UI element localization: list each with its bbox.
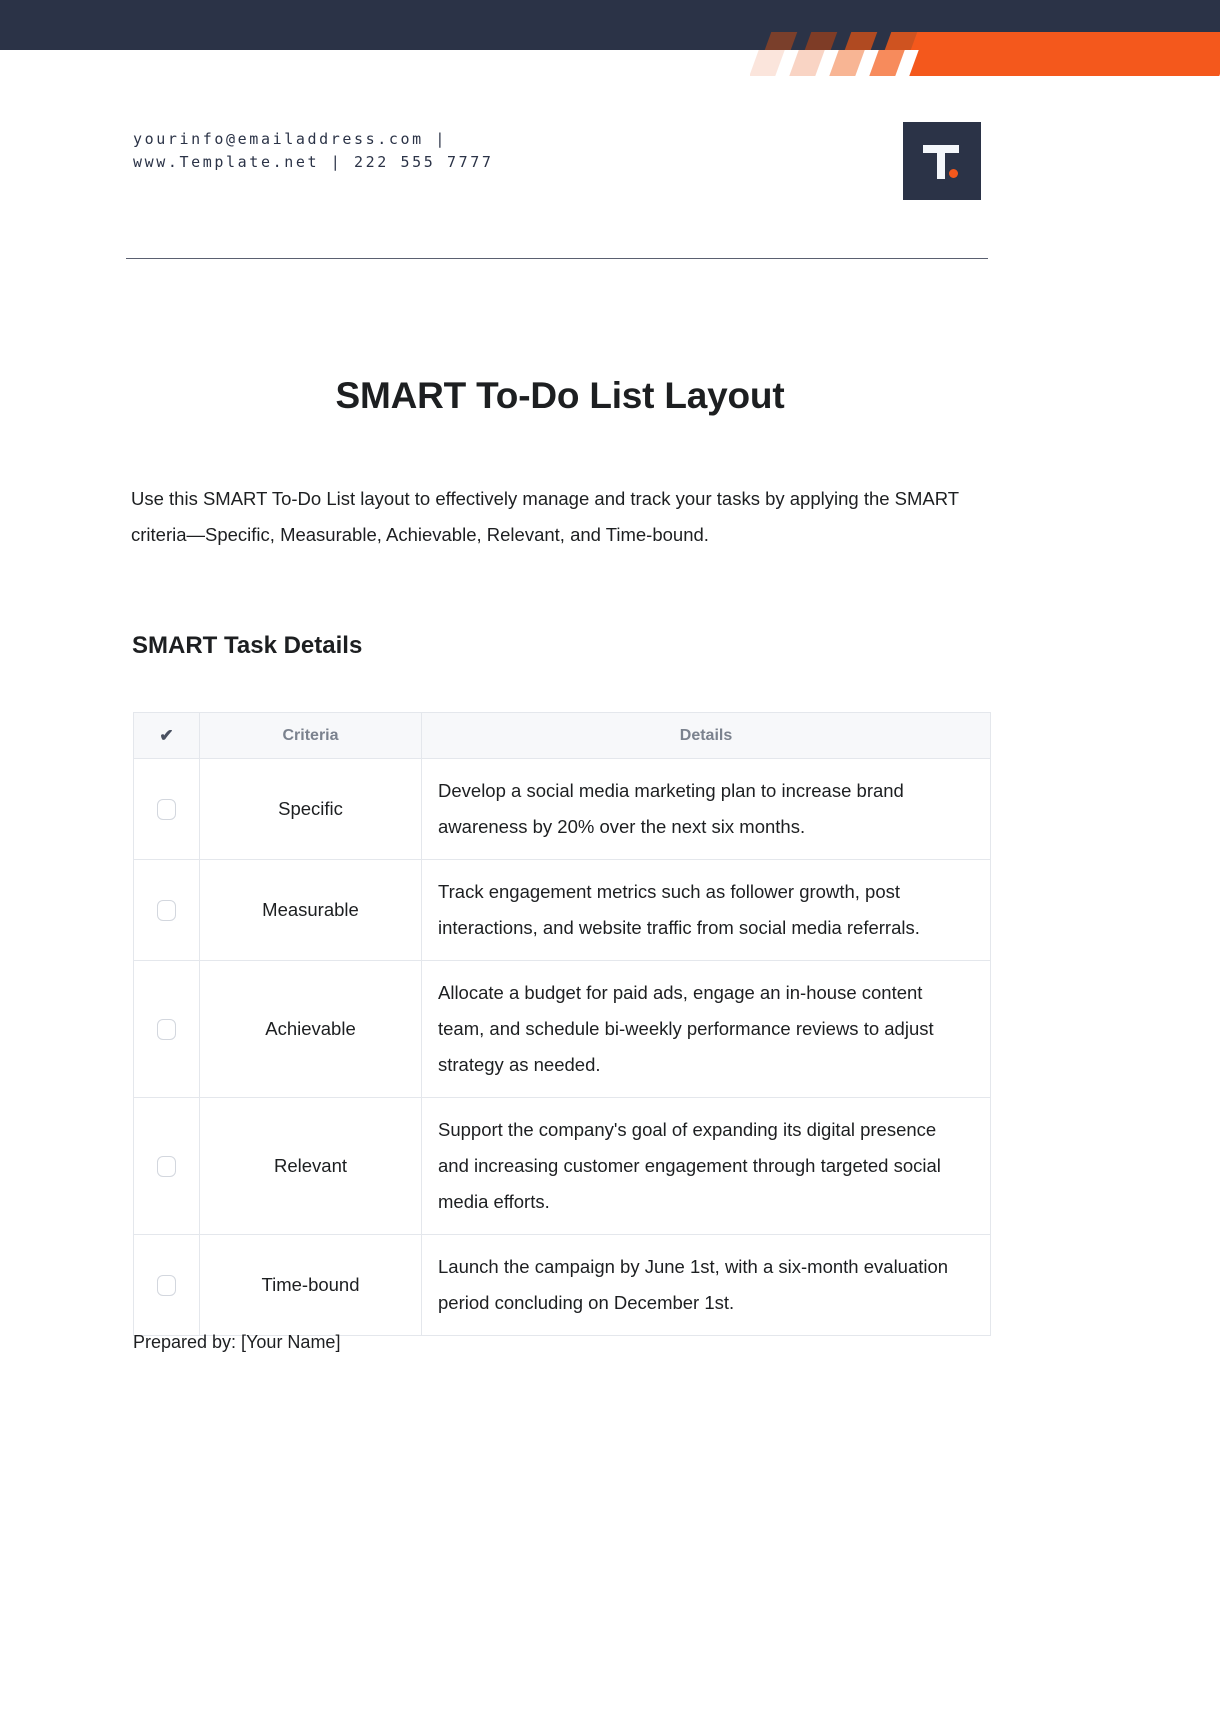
checkbox-icon[interactable]	[157, 1156, 176, 1177]
row-checkbox-cell[interactable]	[134, 759, 200, 860]
smart-task-table	[133, 712, 991, 1336]
header-stripe-tail-1	[750, 50, 785, 76]
logo-t-stem	[937, 145, 945, 179]
intro-paragraph: Use this SMART To-Do List layout to effectively manage and track your tasks by applying the SMART criteria—Specific, Measurable, Achievable, Relevant, and Time-bound.	[131, 488, 959, 545]
row-details: Launch the campaign by June 1st, with a six-month evaluation period concluding on December 1st.	[422, 1235, 991, 1336]
row-details: Track engagement metrics such as follower growth, post interactions, and website traffic from social media referrals.	[422, 860, 991, 961]
row-criteria: Relevant	[200, 1098, 422, 1235]
row-details: Support the company's goal of expanding its digital presence and increasing customer engagement through targeted social media efforts.	[422, 1098, 991, 1235]
row-criteria: Specific	[200, 759, 422, 860]
column-header-details: Details	[422, 713, 991, 759]
section-heading: SMART Task Details	[132, 632, 363, 659]
row-criteria: Measurable	[200, 860, 422, 961]
row-details: Develop a social media marketing plan to increase brand awareness by 20% over the next six months.	[422, 759, 991, 860]
checkbox-icon[interactable]	[157, 900, 176, 921]
table-row	[134, 961, 991, 1098]
checkbox-icon[interactable]	[157, 1019, 176, 1040]
logo-t-icon	[921, 139, 963, 183]
row-details: Allocate a budget for paid ads, engage an in-house content team, and schedule bi-weekly performance reviews to adjust strategy as needed.	[422, 961, 991, 1098]
table-row	[134, 759, 991, 860]
prepared-by-line: Prepared by: [Your Name]	[133, 1332, 341, 1352]
row-checkbox-cell[interactable]	[134, 1235, 200, 1336]
header-stripe-tail-2	[789, 50, 824, 76]
column-header-check	[134, 713, 200, 759]
header-accent-stripes	[750, 0, 1220, 50]
brand-logo	[903, 122, 981, 200]
checkmark-icon: ✔	[159, 725, 174, 745]
row-checkbox-cell[interactable]	[134, 860, 200, 961]
logo-dot-icon	[949, 169, 958, 178]
header-orange-block	[895, 32, 1220, 50]
header-stripe-2	[797, 32, 838, 50]
header-stripe-tail-3	[829, 50, 864, 76]
contact-info: yourinfo@emailaddress.com | www.Template.net | 222 555 7777	[133, 130, 494, 171]
row-checkbox-cell[interactable]	[134, 1098, 200, 1235]
column-header-criteria: Criteria	[200, 713, 422, 759]
table-header	[134, 713, 991, 759]
row-criteria: Time-bound	[200, 1235, 422, 1336]
table-row	[134, 1235, 991, 1336]
header-bar	[0, 0, 1220, 50]
header-stripe-4	[877, 32, 918, 50]
table-row	[134, 1098, 991, 1235]
checkbox-icon[interactable]	[157, 1275, 176, 1296]
table-header-row	[134, 713, 991, 759]
page-title: SMART To-Do List Layout	[335, 375, 785, 416]
header-stripe-tails	[750, 50, 1220, 76]
table-row	[134, 860, 991, 961]
row-checkbox-cell[interactable]	[134, 961, 200, 1098]
header-stripe-tail-5	[909, 50, 1220, 76]
header-stripe-tail-4	[869, 50, 904, 76]
checkbox-icon[interactable]	[157, 799, 176, 820]
row-criteria: Achievable	[200, 961, 422, 1098]
header-divider	[126, 258, 988, 259]
table-body	[134, 759, 991, 1336]
header-stripe-3	[837, 32, 878, 50]
header-stripe-1	[757, 32, 798, 50]
